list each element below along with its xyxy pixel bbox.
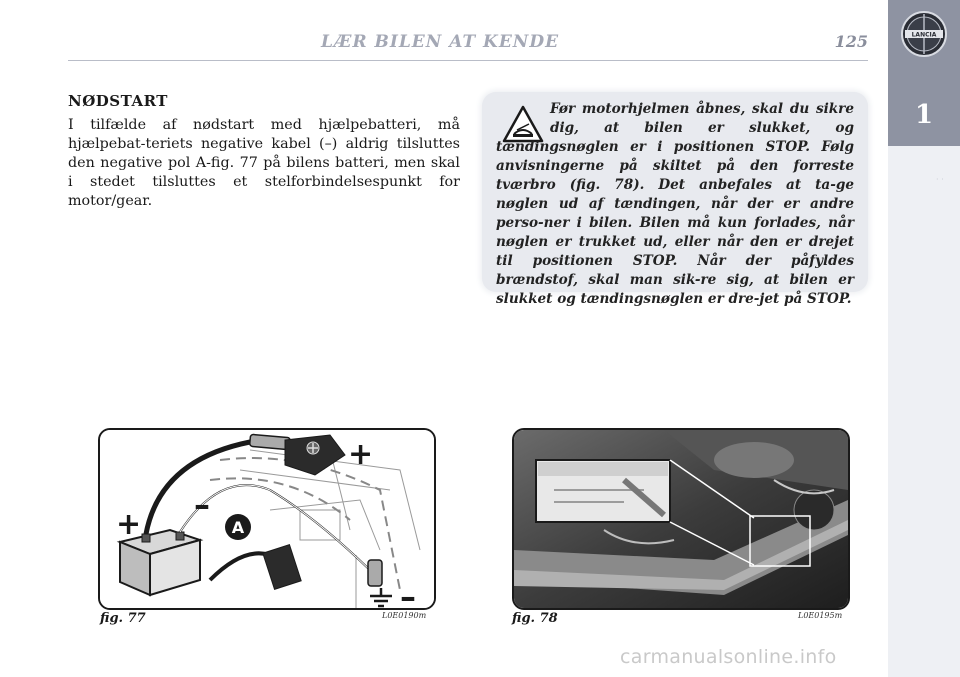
fig77-plus-left: + (116, 507, 142, 542)
header-rule (68, 60, 868, 61)
engine-bay-photo (514, 430, 848, 608)
figure-77-caption: fig. 77 (100, 611, 146, 626)
figure-78-code: L0E0195m (798, 611, 843, 620)
tab-dots: · · (936, 175, 944, 184)
logo-wordmark: LANCIA (911, 31, 937, 39)
section-body: I tilfælde af nødstart med hjælpebatteri, må hjælpebat-teriets negative kabel (–) aldrig tilsluttes den negative pol A-fig. 77 på bilens batteri, men skal i stedet tilsluttes et stelforbindelsespunkt for motor/gear. (68, 117, 460, 209)
running-head: LÆR BILEN AT KENDE (320, 32, 560, 52)
warning-box (482, 92, 868, 307)
figure-77 (98, 428, 436, 610)
figure-78 (512, 428, 850, 610)
chapter-number: 1 (914, 100, 934, 130)
fig77-minus-mid: – (194, 486, 210, 524)
fig77-minus-right: – (400, 578, 416, 608)
section-title: NØDSTART (68, 92, 168, 110)
watermark: carmanualsonline.info (620, 646, 837, 668)
page-number: 125 (834, 32, 868, 51)
figure-78-caption: fig. 78 (512, 611, 558, 626)
fig77-plus-right: + (348, 437, 374, 472)
chapter-side-tab (888, 0, 960, 677)
warning-text: Før motorhjelmen åbnes, skal du sikre dig, at bilen er slukket, og tændingsnøglen er i positionen STOP. Følg anvisningerne på skiltet på den forreste tværbro (fig. 78). Det anbefales at ta-ge nøglen ud af tændingen, når der er andre perso-ner i bilen. Bilen må kun forlades, når nøglen er trukket ud, eller når den er drejet til positionen STOP. Når der påfyldes brændstof, skal man sik-re sig, at bilen er slukket og tændingsnøglen er dre-jet på STOP. (496, 101, 854, 307)
lancia-logo-icon (900, 10, 948, 58)
battery-jumpstart-illustration (100, 430, 434, 608)
figure-77-code: L0E0190m (382, 611, 427, 620)
fig77-point-a-label: A (231, 518, 245, 537)
chapter-tab-block (888, 0, 960, 146)
